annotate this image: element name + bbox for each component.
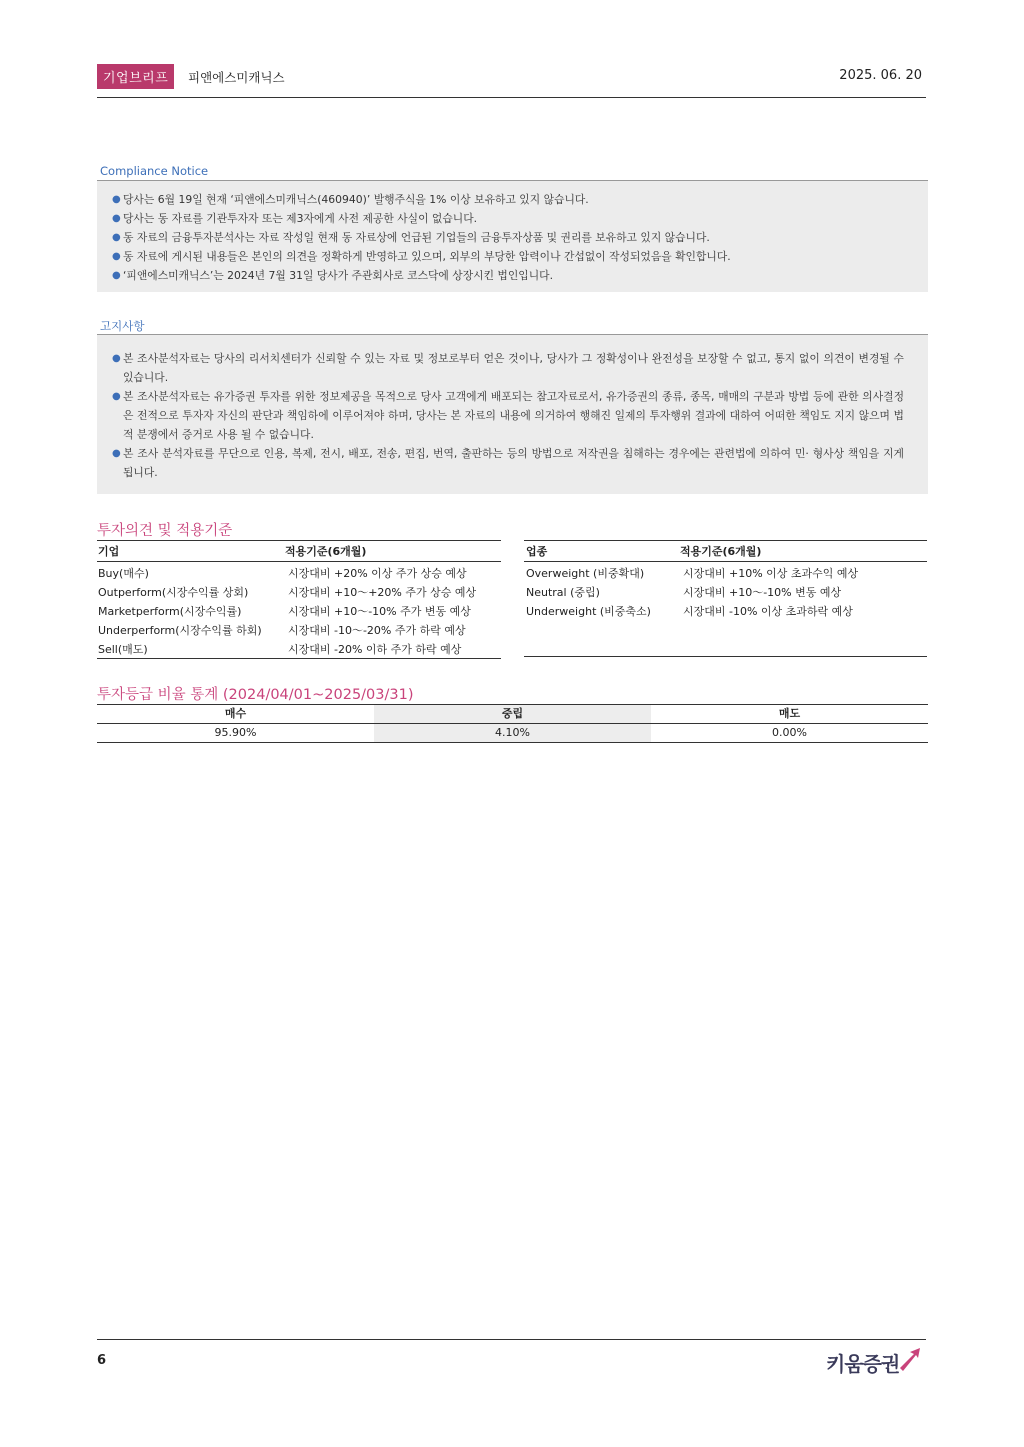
table-row: Outperform(시장수익률 상회) 시장대비 +10～+20% 주가 상승 예상 [98,585,477,599]
footer-divider [97,1339,926,1340]
table-header: 기업 적용기준(6개월) [97,541,501,562]
table-row: Underweight (비중축소) 시장대비 -10% 이상 초과하락 예상 [526,604,853,618]
notice-box [97,334,928,494]
page-number: 6 [97,1353,107,1368]
report-type-tag: 기업브리프 [97,64,174,89]
industry-rating-table [524,540,927,657]
list-item: ● 본 조사분석자료는 당사의 리서치센터가 신뢰할 수 있는 자료 및 정보로부터 얻은 것이나, 당사가 그 정확성이나 완전성을 보장할 수 없고, 통지 없이 의견이 변경될 수 있습니다. [97,349,928,387]
list-item: ● 당사는 6월 19일 현재 ‘피앤에스미캐닉스(460940)’ 발행주식을 1% 이상 보유하고 있지 않습니다. [97,190,928,209]
logo-text: 키움증권 [826,1352,900,1376]
list-item: ● 동 자료에 게시된 내용들은 본인의 의견을 정확하게 반영하고 있으며, 외부의 부당한 압력이나 간섭없이 작성되었음을 확인합니다. [97,247,928,266]
list-item: ● 당사는 동 자료를 기관투자자 또는 제3자에게 사전 제공한 사실이 없습니다. [97,209,928,228]
table-row: Overweight (비중확대) 시장대비 +10% 이상 초과수익 예상 [526,566,859,580]
bullet-icon: ● [112,270,121,281]
report-date: 2025. 06. 20 [839,68,922,83]
notice-title: 고지사항 [100,319,145,333]
list-item: ● 동 자료의 금융투자분석사는 자료 작성일 현재 동 자료상에 언급된 기업들의 금융투자상품 및 권리를 보유하고 있지 않습니다. [97,228,928,247]
bullet-icon: ● [112,448,121,459]
company-rating-table [97,540,501,659]
table-row: Buy(매수) 시장대비 +20% 이상 주가 상승 예상 [98,566,467,580]
list-item: ● ‘피앤에스미캐닉스’는 2024년 7월 31일 당사가 주관회사로 코스닥에 상장시킨 법인입니다. [97,266,928,285]
list-item: ● 본 조사 분석자료를 무단으로 인용, 복제, 전시, 배포, 전송, 편집, 번역, 출판하는 등의 방법으로 저작권을 침해하는 경우에는 관련법에 의하여 민· 형사상 책임을 지게 됩니다. [97,444,928,482]
table-header: 업종 적용기준(6개월) [524,541,927,562]
list-item: ● 본 조사분석자료는 유가증권 투자를 위한 정보제공을 목적으로 당사 고객에게 배포되는 참고자료로서, 유가증권의 종류, 종목, 매매의 구분과 방법 등에 관한 의사결정은 전적으로 투자자 자신의 판단과 책임하에 이루어져야 하며, 당사는 본 자료의 내용에 의거하여 행해진 일제의 투자행위 결과에 대하여 어떠한 책임도 지지 않으며 법적 분쟁에서 증거로 사용 될 수 없습니다. [97,387,928,444]
table-header: 매수 중립 매도 [97,705,928,723]
bullet-icon: ● [112,353,121,364]
compliance-title: Compliance Notice [100,164,209,178]
kiwoom-logo [826,1346,926,1376]
opinion-title: 투자의견 및 적용기준 [97,523,233,539]
bullet-icon: ● [112,251,121,262]
compliance-box [97,180,928,292]
table-row: 95.90% 4.10% 0.00% [97,723,928,742]
rating-stats-table [97,704,928,743]
page-header [97,64,926,98]
kiwoom-arrow-icon [898,1346,922,1374]
company-name: 피앤에스미캐닉스 [188,70,285,85]
table-row: Marketperform(시장수익률) 시장대비 +10～-10% 주가 변동 예상 [98,604,471,618]
bullet-icon: ● [112,213,121,224]
bullet-icon: ● [112,194,121,205]
bullet-icon: ● [112,391,121,402]
stats-title: 투자등급 비율 통계 (2024/04/01~2025/03/31) [97,687,414,703]
table-row: Underperform(시장수익률 하회) 시장대비 -10～-20% 주가 하락 예상 [98,623,466,637]
table-row: Sell(매도) 시장대비 -20% 이하 주가 하락 예상 [98,642,462,656]
bullet-icon: ● [112,232,121,243]
table-row: Neutral (중립) 시장대비 +10～-10% 변동 예상 [526,585,842,599]
